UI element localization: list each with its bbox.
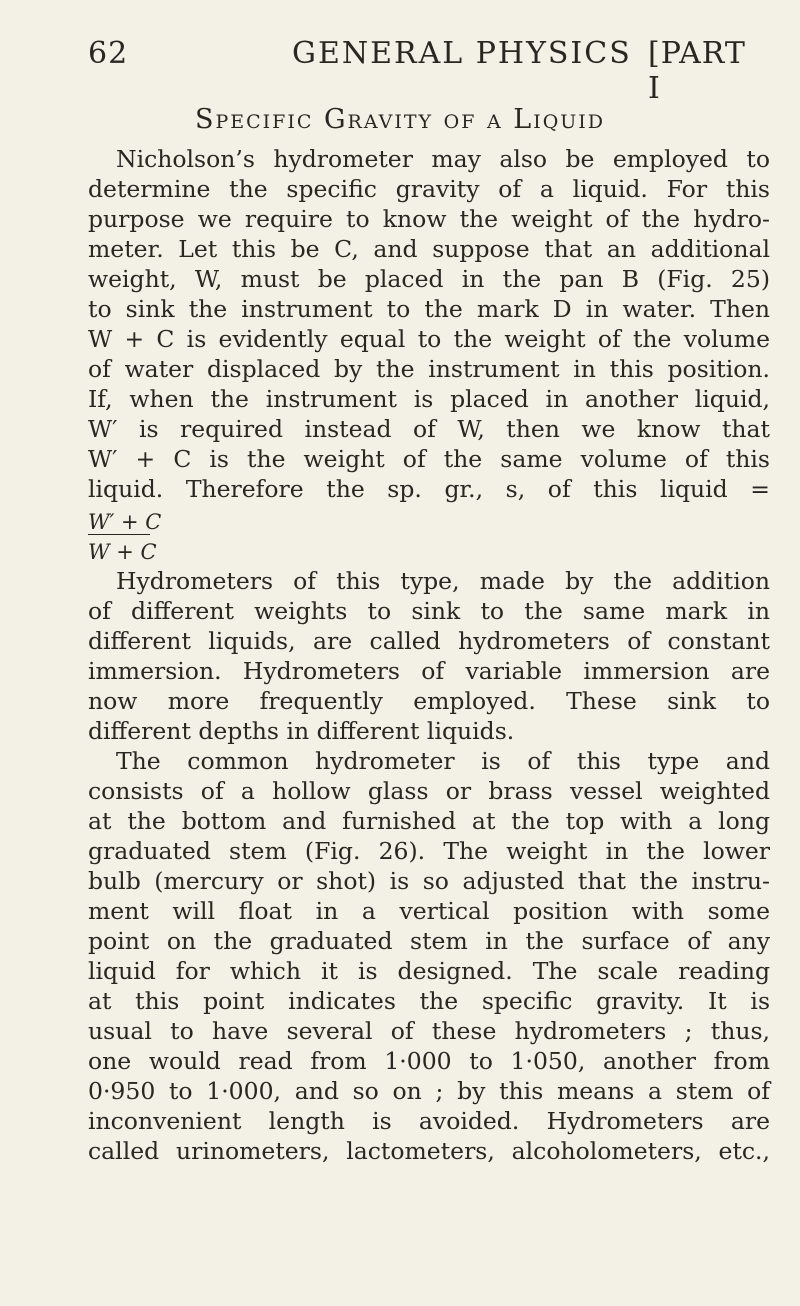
text-line: different depths in different liquids. <box>88 717 515 745</box>
text-line: ment will float in a vertical position with some <box>88 897 770 925</box>
text-line: Nicholson’s hydrometer may also be employed to <box>116 145 770 173</box>
fraction-numerator <box>88 506 770 537</box>
running-title: GENERAL PHYSICS <box>292 36 632 71</box>
text-line: Hydrometers of this type, made by the addition <box>116 567 770 595</box>
text-line: consists of a hollow glass or brass vessel weighted <box>88 777 770 805</box>
text-line: point on the graduated stem in the surface of any <box>88 927 770 955</box>
text-line: W′ + C is the weight of the same volume of this <box>88 445 770 473</box>
text-line: of water displaced by the instrument in this position. <box>88 355 770 383</box>
text-line: meter. Let this be C, and suppose that an additional <box>88 235 770 263</box>
fraction-bar <box>88 534 150 535</box>
text-line: purpose we require to know the weight of the hydro- <box>88 205 770 233</box>
text-line: now more frequently employed. These sink to <box>88 687 770 715</box>
text-line: one would read from 1·000 to 1·050, another from <box>88 1047 770 1075</box>
text-line: W′ is required instead of W, then we know that <box>88 415 770 443</box>
numerator-text: W′ + C <box>88 510 162 534</box>
text-line: 0·950 to 1·000, and so on ; by this means a stem of <box>88 1077 770 1105</box>
text-line: usual to have several of these hydrometers ; thus, <box>88 1017 770 1045</box>
text-line: liquid for which it is designed. The scale reading <box>88 957 770 985</box>
text-line: weight, W, must be placed in the pan B (Fig. 25) <box>88 265 770 293</box>
text-line: graduated stem (Fig. 26). The weight in the lower <box>88 837 770 865</box>
text-line: W + C is evidently equal to the weight of the volume <box>88 325 770 353</box>
text-line: to sink the instrument to the mark D in water. Then <box>88 295 770 323</box>
page-number: 62 <box>88 36 129 71</box>
text-line: inconvenient length is avoided. Hydrometers are <box>88 1107 770 1135</box>
text-line: at this point indicates the specific gravity. It is <box>88 987 770 1015</box>
denominator-text: W + C <box>88 540 157 564</box>
text-line: called urinometers, lactometers, alcoholometers, etc., <box>88 1137 770 1165</box>
text-line: liquid. Therefore the sp. gr., s, of this liquid = <box>88 475 770 503</box>
text-line: If, when the instrument is placed in another liquid, <box>88 385 770 413</box>
part-label: [PART I <box>648 36 746 106</box>
text-line: The common hydrometer is of this type and <box>116 747 770 775</box>
text-line: determine the specific gravity of a liquid. For this <box>88 175 770 203</box>
text-line: different liquids, are called hydrometers of constant <box>88 627 770 655</box>
section-title: Specific Gravity of a Liquid <box>194 104 606 135</box>
text-line: at the bottom and furnished at the top with a long <box>88 807 770 835</box>
fraction-denominator <box>88 536 770 567</box>
text-line: bulb (mercury or shot) is so adjusted that the instru- <box>88 867 770 895</box>
text-line: of different weights to sink to the same mark in <box>88 597 770 625</box>
running-header <box>88 36 768 106</box>
text-line: immersion. Hydrometers of variable immersion are <box>88 657 770 685</box>
